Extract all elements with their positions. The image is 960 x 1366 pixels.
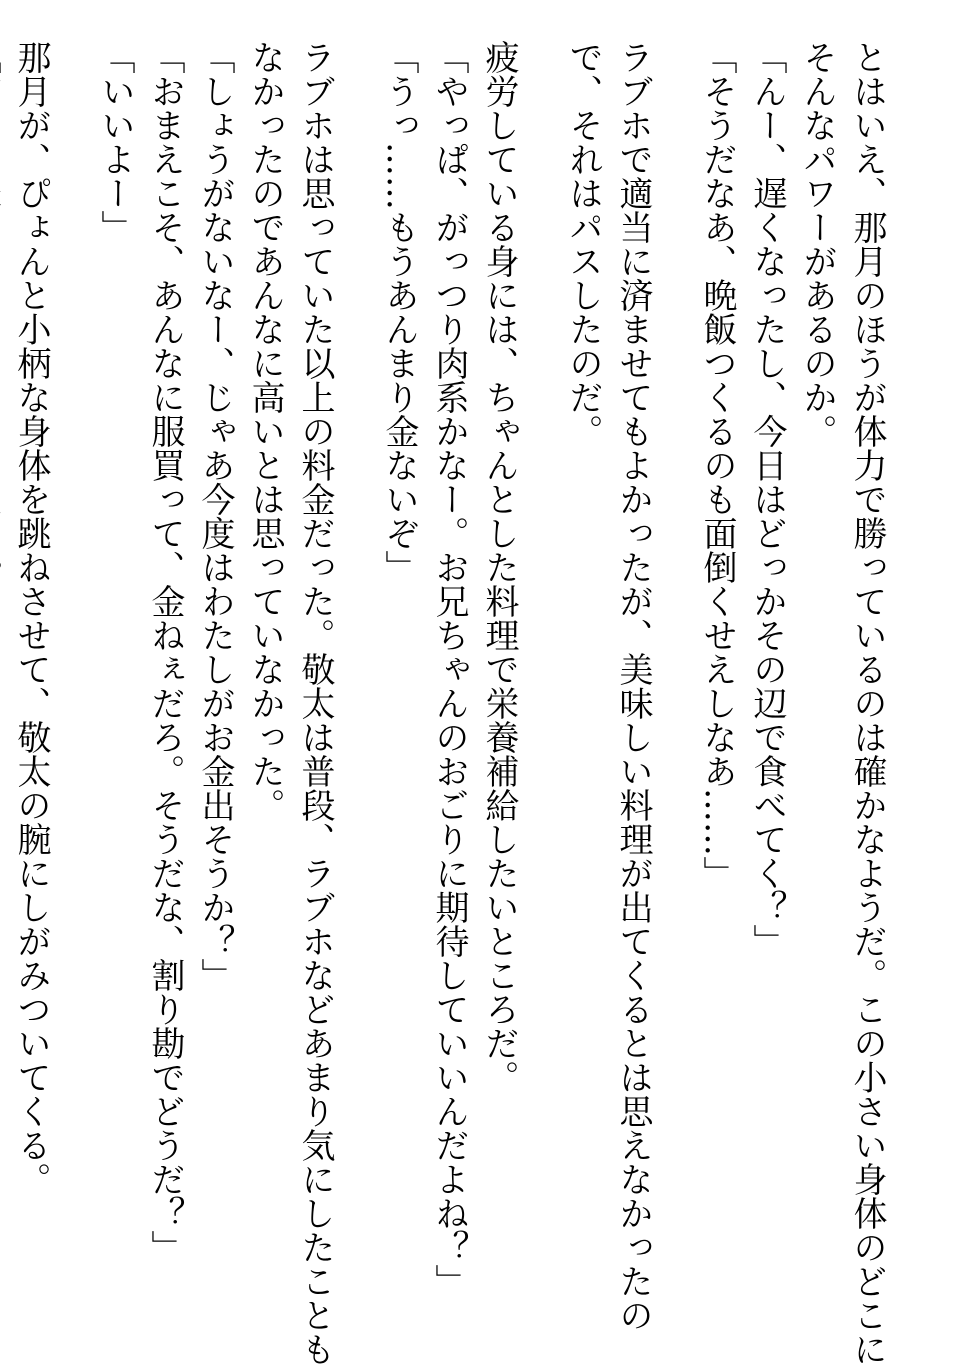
dialogue-line: 「しょうがないなー、じゃあ今度はわたしがお金出そうか？」: [195, 40, 235, 992]
vertical-text-body: [0, 40, 926, 1366]
dialogue-line: 「やっぱ、がっつり肉系かなー。お兄ちゃんのおごりに期待していいんだよね？」: [429, 40, 469, 1298]
text-line: ラブホは思っていた以上の料金だった。敬太は普段、ラブホなどあまり気にしたことも: [295, 40, 335, 1366]
text-line: そんなパワーがあるのか。: [797, 40, 837, 448]
text-line: で、それはパスしたのだ。: [563, 40, 603, 448]
text-line: ラブホで適当に済ませてもよかったが、美味しい料理が出てくるとは思えなかったの: [613, 40, 653, 1332]
text-line: 那月が、ぴょんと小柄な身体を跳ねさせて、敬太の腕にしがみついてくる。: [11, 40, 51, 1196]
text-line: とはいえ、那月のほうが体力で勝っているのは確かなようだ。この小さい身体のどこに: [847, 40, 887, 1366]
dialogue-line: 「そうだなあ、晩飯つくるのも面倒くせえしなあ……」: [697, 40, 737, 890]
dialogue-line: 「んー、遅くなったし、今日はどっかその辺で食べてく？」: [747, 40, 787, 958]
text-line: なかったのであんなに高いとは思っていなかった。: [245, 40, 285, 822]
dialogue-line: 「いいよー」: [95, 40, 135, 244]
dialogue-line: 「おまえこそ、あんなに服買って、金ねぇだろ。そうだな、割り勘でどうだ？」: [145, 40, 185, 1264]
text-line: 疲労している身には、ちゃんとした料理で栄養補給したいところだ。: [479, 40, 519, 1094]
dialogue-line: 「うっ……もうあんまり金ないぞ」: [379, 40, 419, 584]
